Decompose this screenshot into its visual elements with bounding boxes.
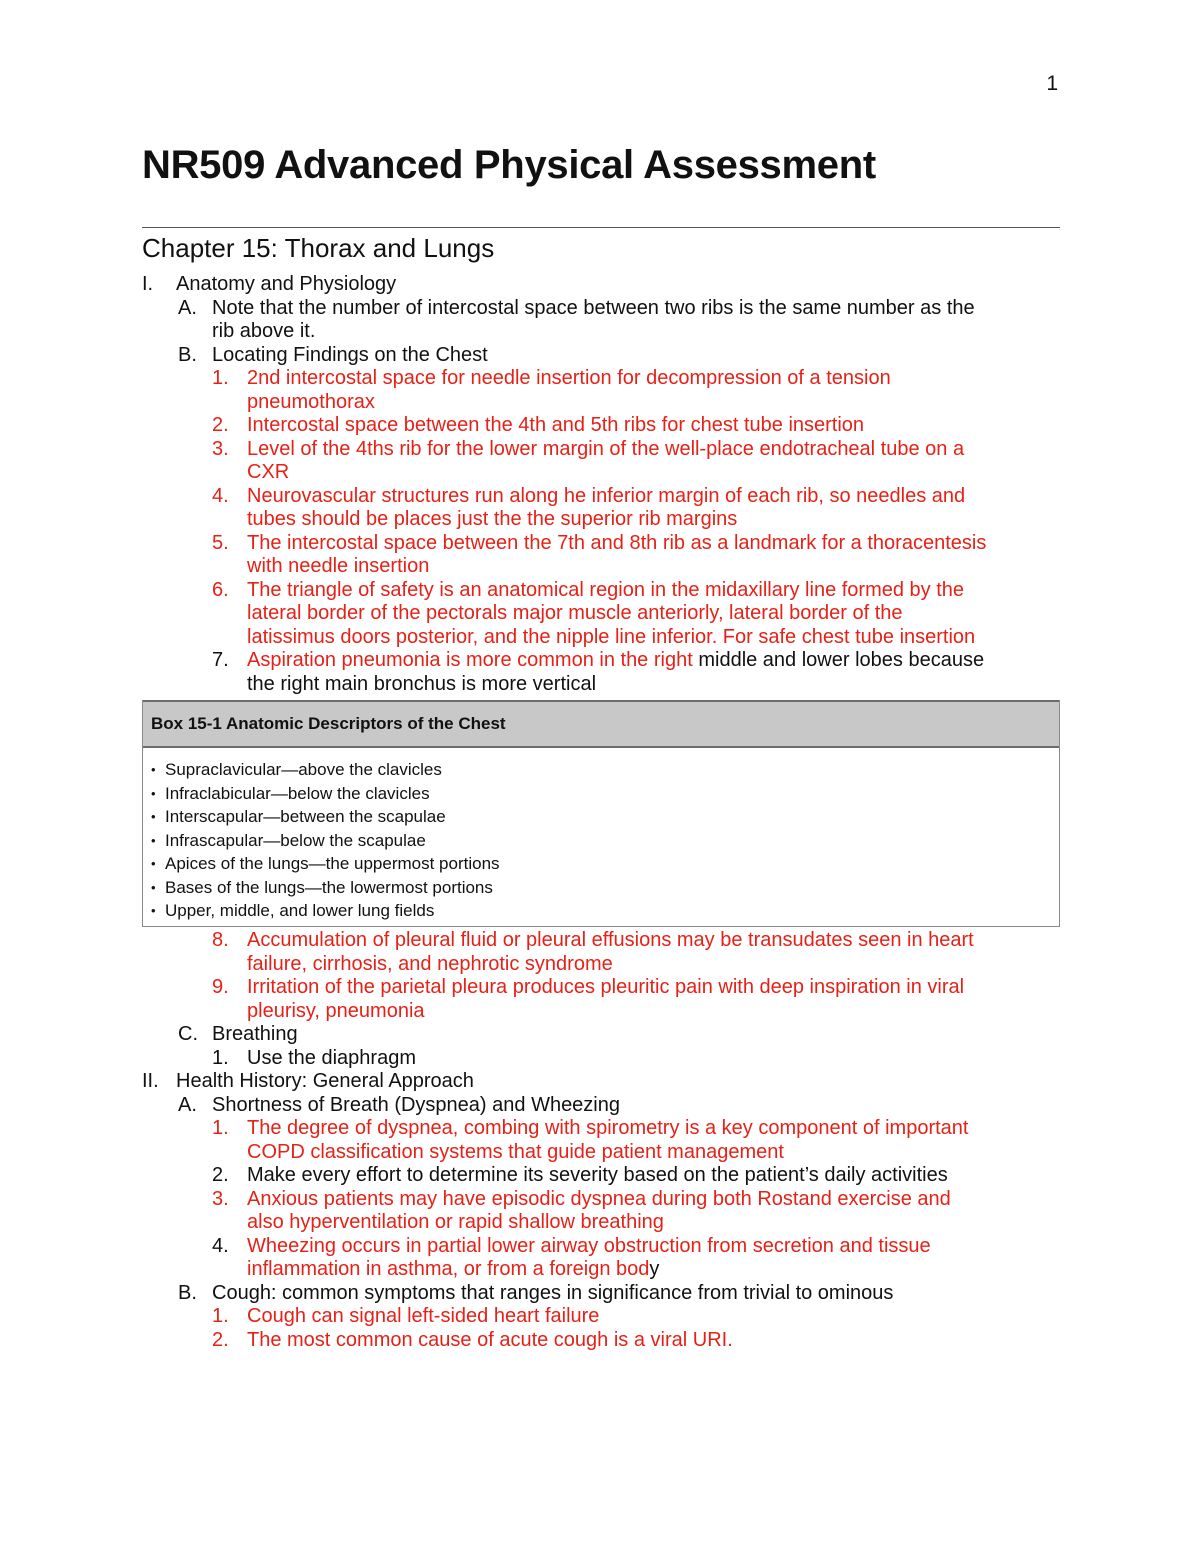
page-number: 1: [1046, 72, 1058, 95]
outline-item-II-A-4: 4. Wheezing occurs in partial lower airway obstruction from secretion and tissue inflammation in asthma, or from a foreign body: [212, 1234, 931, 1280]
list-item: • Upper, middle, and lower lung fields: [151, 899, 1059, 923]
outline-item-I-B-9: 9. Irritation of the parietal pleura produces pleuritic pain with deep inspiration in viral pleurisy, pneumonia: [212, 976, 965, 1022]
outline-item-II-B-1: 1. Cough can signal left-sided heart failure: [212, 1305, 600, 1327]
outline-item-I-B: B. Locating Findings on the Chest: [178, 343, 488, 366]
outline-item-II-B-2: 2. The most common cause of acute cough is a viral URI.: [212, 1328, 733, 1351]
list-item: • Bases of the lungs—the lowermost portions: [151, 876, 1059, 900]
outline-item-I-B-4: 4. Neurovascular structures run along he inferior margin of each rib, so needles and tubes should be places just the the superior rib margins: [212, 484, 966, 530]
list-item: • Supraclavicular—above the clavicles: [151, 758, 1059, 782]
outline-item-I-B-3: 3. Level of the 4ths rib for the lower margin of the well-place endotracheal tube on a CXR: [212, 437, 965, 483]
list-item: • Infraclabicular—below the clavicles: [151, 782, 1059, 806]
outline-item-I-B-1: 1. 2nd intercostal space for needle insertion for decompression of a tension pneumothorax: [212, 367, 891, 413]
outline-item-I-B-7: 7. Aspiration pneumonia is more common in the right middle and lower lobes because the right main bronchus is more vertical: [212, 649, 985, 695]
box-title: Box 15-1 Anatomic Descriptors of the Chest: [143, 700, 1059, 748]
list-item: • Infrascapular—below the scapulae: [151, 829, 1059, 853]
box-list: [143, 748, 1059, 923]
outline-item-II: II. Health History: General Approach: [142, 1070, 474, 1092]
list-item: • Interscapular—between the scapulae: [151, 805, 1059, 829]
list-item: • Apices of the lungs—the uppermost portions: [151, 852, 1059, 876]
outline-item-II-B: B. Cough: common symptoms that ranges in significance from trivial to ominous: [178, 1281, 894, 1304]
outline-item-I-B-2: 2. Intercostal space between the 4th and 5th ribs for chest tube insertion: [212, 414, 865, 436]
title-divider: [142, 227, 1060, 228]
outline-item-I: I. Anatomy and Physiology: [142, 273, 397, 295]
outline-item-I-B-8: 8. Accumulation of pleural fluid or pleural effusions may be transudates seen in heart failure, cirrhosis, and nephrotic syndrome: [212, 929, 974, 975]
outline-item-II-A-2: 2. Make every effort to determine its severity based on the patient’s daily activities: [212, 1164, 948, 1186]
outline-item-I-C-1: 1. Use the diaphragm: [212, 1046, 416, 1069]
outline-item-I-C: C. Breathing: [178, 1023, 298, 1045]
outline-item-I-A: A. Note that the number of intercostal space between two ribs is the same number as the rib above it.: [178, 296, 975, 342]
outline-item-I-B-5: 5. The intercostal space between the 7th and 8th rib as a landmark for a thoracentesis with needle insertion: [212, 531, 987, 577]
outline-item-I-B-6: 6. The triangle of safety is an anatomical region in the midaxillary line formed by the lateral border of the pectorals major muscle anteriorly, lateral border of the latissimus doors posterior, and the nipple line inferior. For safe chest tube insertion: [212, 578, 976, 648]
page-title: NR509 Advanced Physical Assessment: [142, 143, 876, 187]
outline-item-II-A-1: 1. The degree of dyspnea, combing with spirometry is a key component of important COPD classification systems that guide patient management: [212, 1117, 969, 1163]
outline-section-1: [142, 273, 1060, 696]
chapter-heading: Chapter 15: Thorax and Lungs: [142, 233, 495, 263]
outline-item-II-A: A. Shortness of Breath (Dyspnea) and Wheezing: [178, 1093, 620, 1116]
outline-item-II-A-3: 3. Anxious patients may have episodic dyspnea during both Rostand exercise and also hyperventilation or rapid shallow breathing: [212, 1187, 951, 1233]
outline-section-continued: [142, 929, 1060, 1352]
anatomic-descriptors-box: [142, 700, 1060, 927]
